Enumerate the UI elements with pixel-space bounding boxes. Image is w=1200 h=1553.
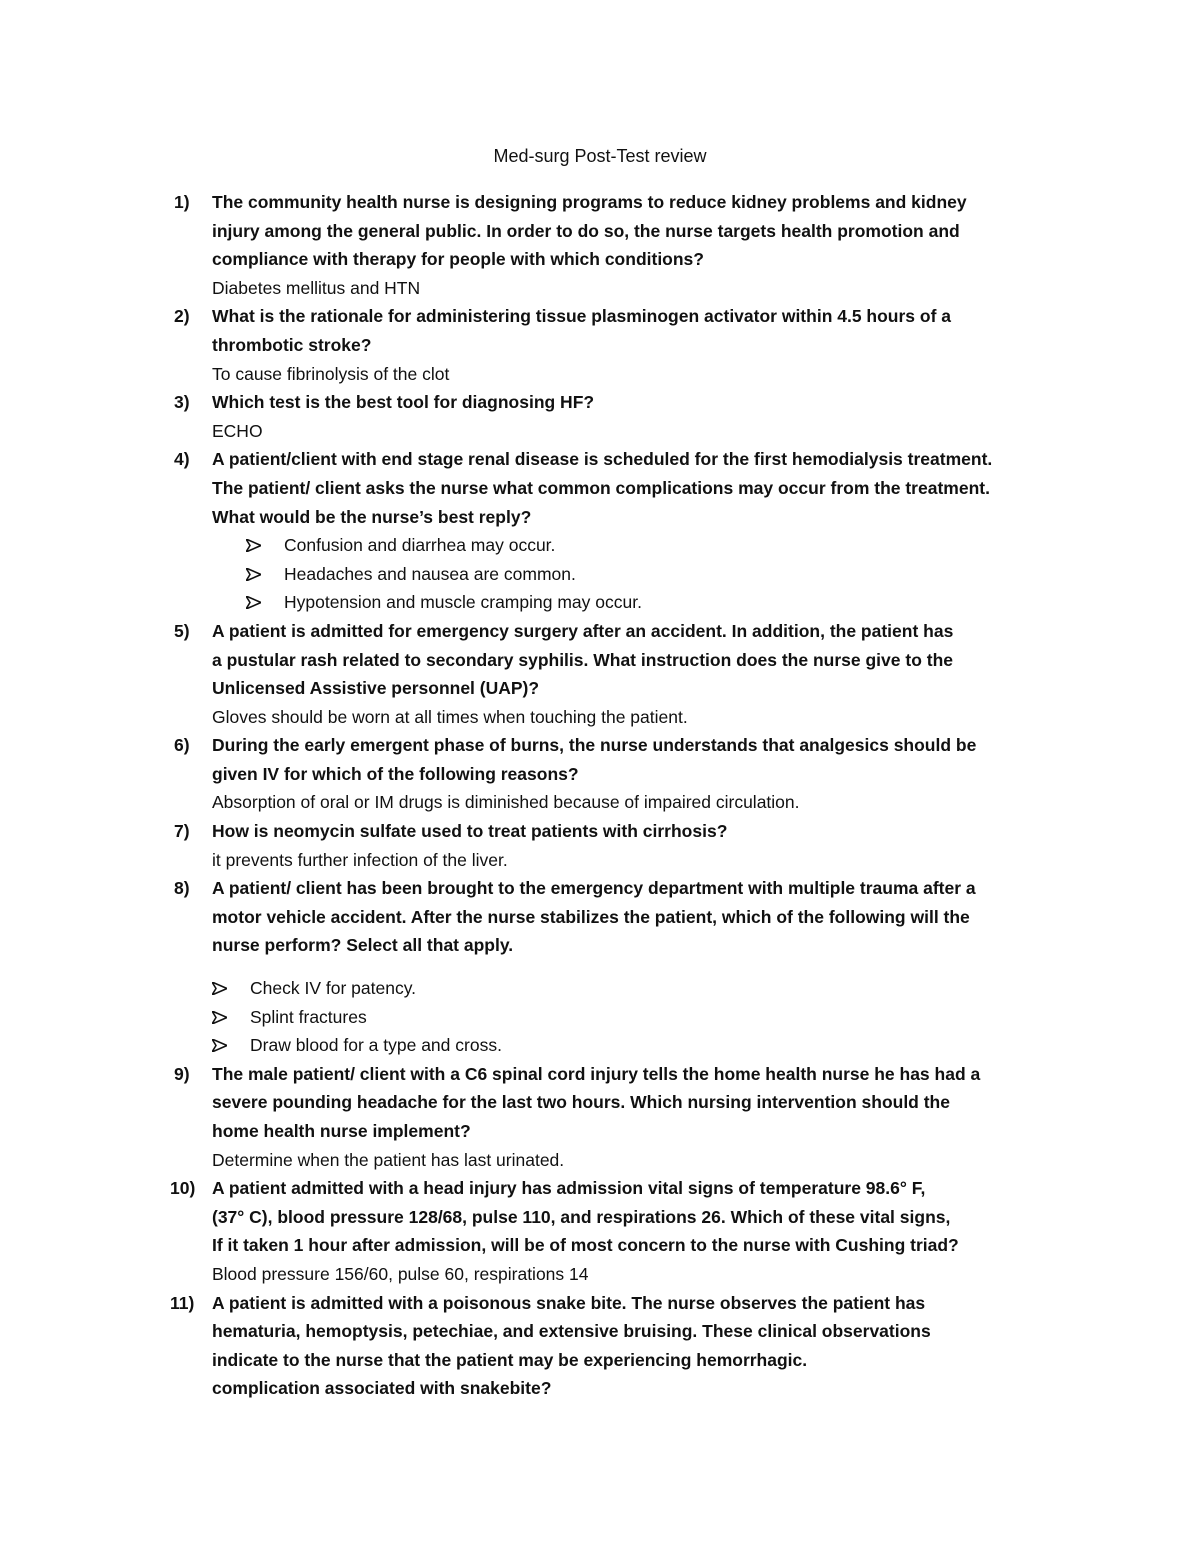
arrowhead-bullet-icon [246,568,261,581]
arrowhead-bullet-icon [246,596,261,609]
answer-text: Determine when the patient has last urinated. [212,1149,565,1170]
question-text: The male patient/ client with a C6 spinal cord injury tells the home health nurse he has had a severe pounding headache for the last two hours. Which nursing intervention should the home health nurse implement? [212,1063,981,1141]
question-item-11 [170,1289,1074,1403]
question-list [170,188,1074,1403]
question-item-8 [174,874,1074,1060]
option-item [246,531,1074,560]
question-text: A patient is admitted for emergency surgery after an accident. In addition, the patient has a pustular rash related to secondary syphilis. What instruction does the nurse give to the Unlicensed Assistive personnel (UAP)? [212,620,954,699]
question-item-10 [170,1174,1074,1288]
question-number: 7) [174,821,190,842]
option-list [212,974,1074,1060]
arrowhead-bullet-icon [212,982,227,995]
answer-text: To cause fibrinolysis of the clot [212,363,450,384]
question-text: The community health nurse is designing programs to reduce kidney problems and kidney injury among the general public. In order to do so, the nurse targets health promotion and compliance with therapy for people with which conditions? [212,192,967,270]
option-text: Draw blood for a type and cross. [250,1035,502,1056]
option-item [212,974,1074,1003]
option-item [246,560,1074,589]
question-item-7 [174,817,1074,874]
option-text: Confusion and diarrhea may occur. [284,535,556,556]
question-text: A patient admitted with a head injury has admission vital signs of temperature 98.6° F, (37° C), blood pressure 128/68, pulse 110, and respirations 26. Which of these vital signs, If it taken 1 hour after admission, will be of most concern to the nurse with Cushing triad? [212,1178,959,1256]
page-title: Med-surg Post-Test review [493,146,707,166]
answer-text: Blood pressure 156/60, pulse 60, respirations 14 [212,1263,589,1284]
question-number: 4) [174,449,190,470]
arrowhead-bullet-icon [212,1039,227,1052]
question-number: 2) [174,306,190,327]
question-text: A patient/client with end stage renal disease is scheduled for the first hemodialysis treatment. The patient/ client asks the nurse what common complications may occur from the treatment. What would be the nurse’s best reply? [212,449,993,527]
answer-text: Gloves should be worn at all times when touching the patient. [212,706,688,727]
question-text: Which test is the best tool for diagnosing HF? [212,392,595,413]
question-item-4 [174,445,1074,617]
question-number: 10) [170,1178,196,1199]
question-number: 3) [174,392,190,413]
question-number: 1) [174,192,190,212]
question-number: 11) [170,1292,195,1313]
option-text: Headaches and nausea are common. [284,563,576,584]
question-text: A patient/ client has been brought to the emergency department with multiple trauma after a motor vehicle accident. After the nurse stabilizes the patient, which of the following will the nurse perform? Select all that apply. [212,878,976,956]
question-item-1 [174,188,1074,302]
answer-text: it prevents further infection of the liver. [212,849,508,870]
option-list [212,531,1074,617]
question-text: How is neomycin sulfate used to treat patients with cirrhosis? [212,821,728,842]
option-item [246,588,1074,617]
question-item-6 [174,731,1074,817]
question-item-2 [174,302,1074,388]
question-item-5 [174,617,1074,731]
option-item [212,1003,1074,1032]
option-text: Splint fractures [250,1006,367,1027]
question-text: A patient is admitted with a poisonous snake bite. The nurse observes the patient has hematuria, hemoptysis, petechiae, and extensive bruising. These clinical observations indicate to the nurse that the patient may be experiencing hemorrhagic. complication associated with snakebite? [212,1292,931,1399]
question-number: 8) [174,878,190,899]
answer-text: Absorption of oral or IM drugs is diminished because of impaired circulation. [212,792,800,813]
question-number: 6) [174,735,190,756]
option-text: Check IV for patency. [250,978,417,999]
arrowhead-bullet-icon [246,539,261,552]
question-item-3 [174,388,1074,445]
question-text: What is the rationale for administering tissue plasminogen activator within 4.5 hours of a thrombotic stroke? [212,306,952,355]
question-number: 5) [174,620,190,641]
answer-text: Diabetes mellitus and HTN [212,277,421,298]
arrowhead-bullet-icon [212,1011,227,1024]
option-item [212,1031,1074,1060]
answer-text: ECHO [212,420,263,441]
question-text: During the early emergent phase of burns, the nurse understands that analgesics should be given IV for which of the following reasons? [212,735,977,784]
question-item-9 [174,1060,1074,1174]
question-number: 9) [174,1063,190,1084]
option-text: Hypotension and muscle cramping may occur. [284,592,642,613]
